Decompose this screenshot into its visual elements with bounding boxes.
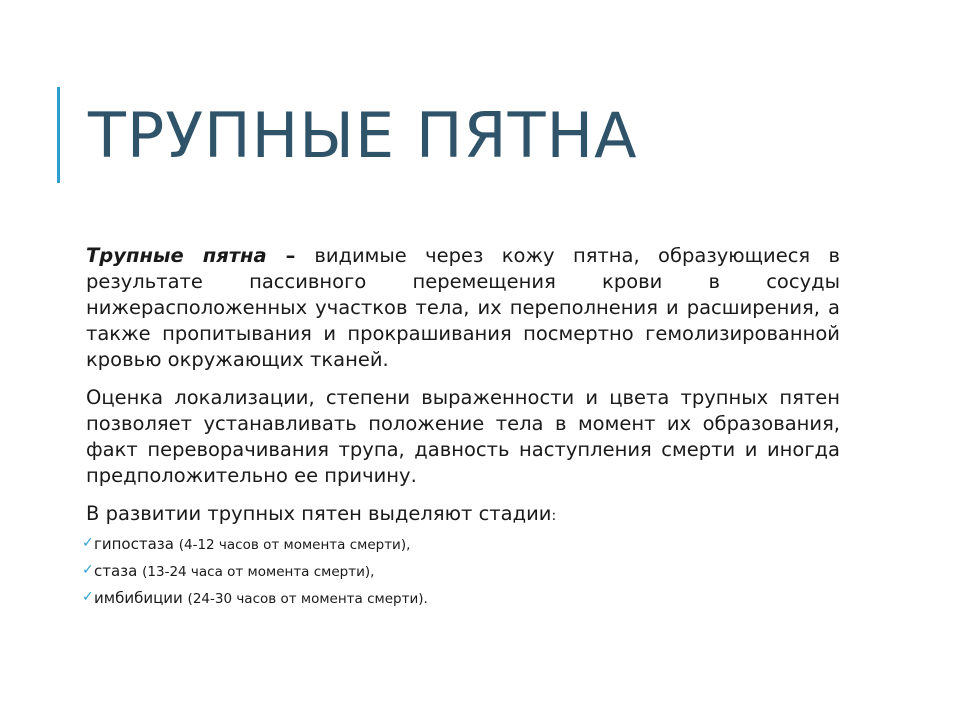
stage-time: (24-30 часов от момента смерти). [187, 591, 428, 607]
stages-lead-colon: : [551, 508, 557, 524]
stage-time: (4-12 часов от момента смерти), [178, 537, 411, 553]
stages-list [82, 531, 840, 612]
stage-name: стаза [94, 562, 143, 580]
assessment-paragraph: Оценка локализации, степени выраженности и цвета трупных пятен позволяет устанавливать положение тела в момент их образования, факт переворачивания трупа, давность наступления смерти и иногда предположительно ее причину. [86, 386, 840, 487]
stages-lead [86, 501, 840, 529]
list-item [82, 585, 840, 612]
list-item [82, 558, 840, 585]
list-item [82, 531, 840, 558]
checkmark-icon: ✓ [82, 562, 94, 578]
slide-body [82, 243, 841, 612]
definition-term: Трупные пятна [86, 244, 267, 267]
checkmark-icon: ✓ [82, 589, 94, 605]
stage-time: (13-24 часа от момента смерти), [142, 564, 375, 580]
definition-text: видимые через кожу пятна, образующиеся в результате пассивного перемещения крови в сосуды нижерасположенных участков тела, их переполнения и расширения, а также пропитывания и прокрашивания посмертно гемолизированной кровью окружающих тканей. [86, 244, 841, 371]
definition-dash: – [266, 244, 315, 267]
stage-name: гипостаза [94, 535, 179, 553]
stage-name: имбибиции [94, 589, 188, 607]
title-accent-bar [57, 87, 60, 183]
definition-paragraph [86, 243, 840, 373]
slide-title: ТРУПНЫЕ ПЯТНА [88, 99, 638, 172]
stages-lead-text: В развитии трупных пятен выделяют стадии [86, 502, 552, 525]
checkmark-icon: ✓ [82, 535, 94, 551]
